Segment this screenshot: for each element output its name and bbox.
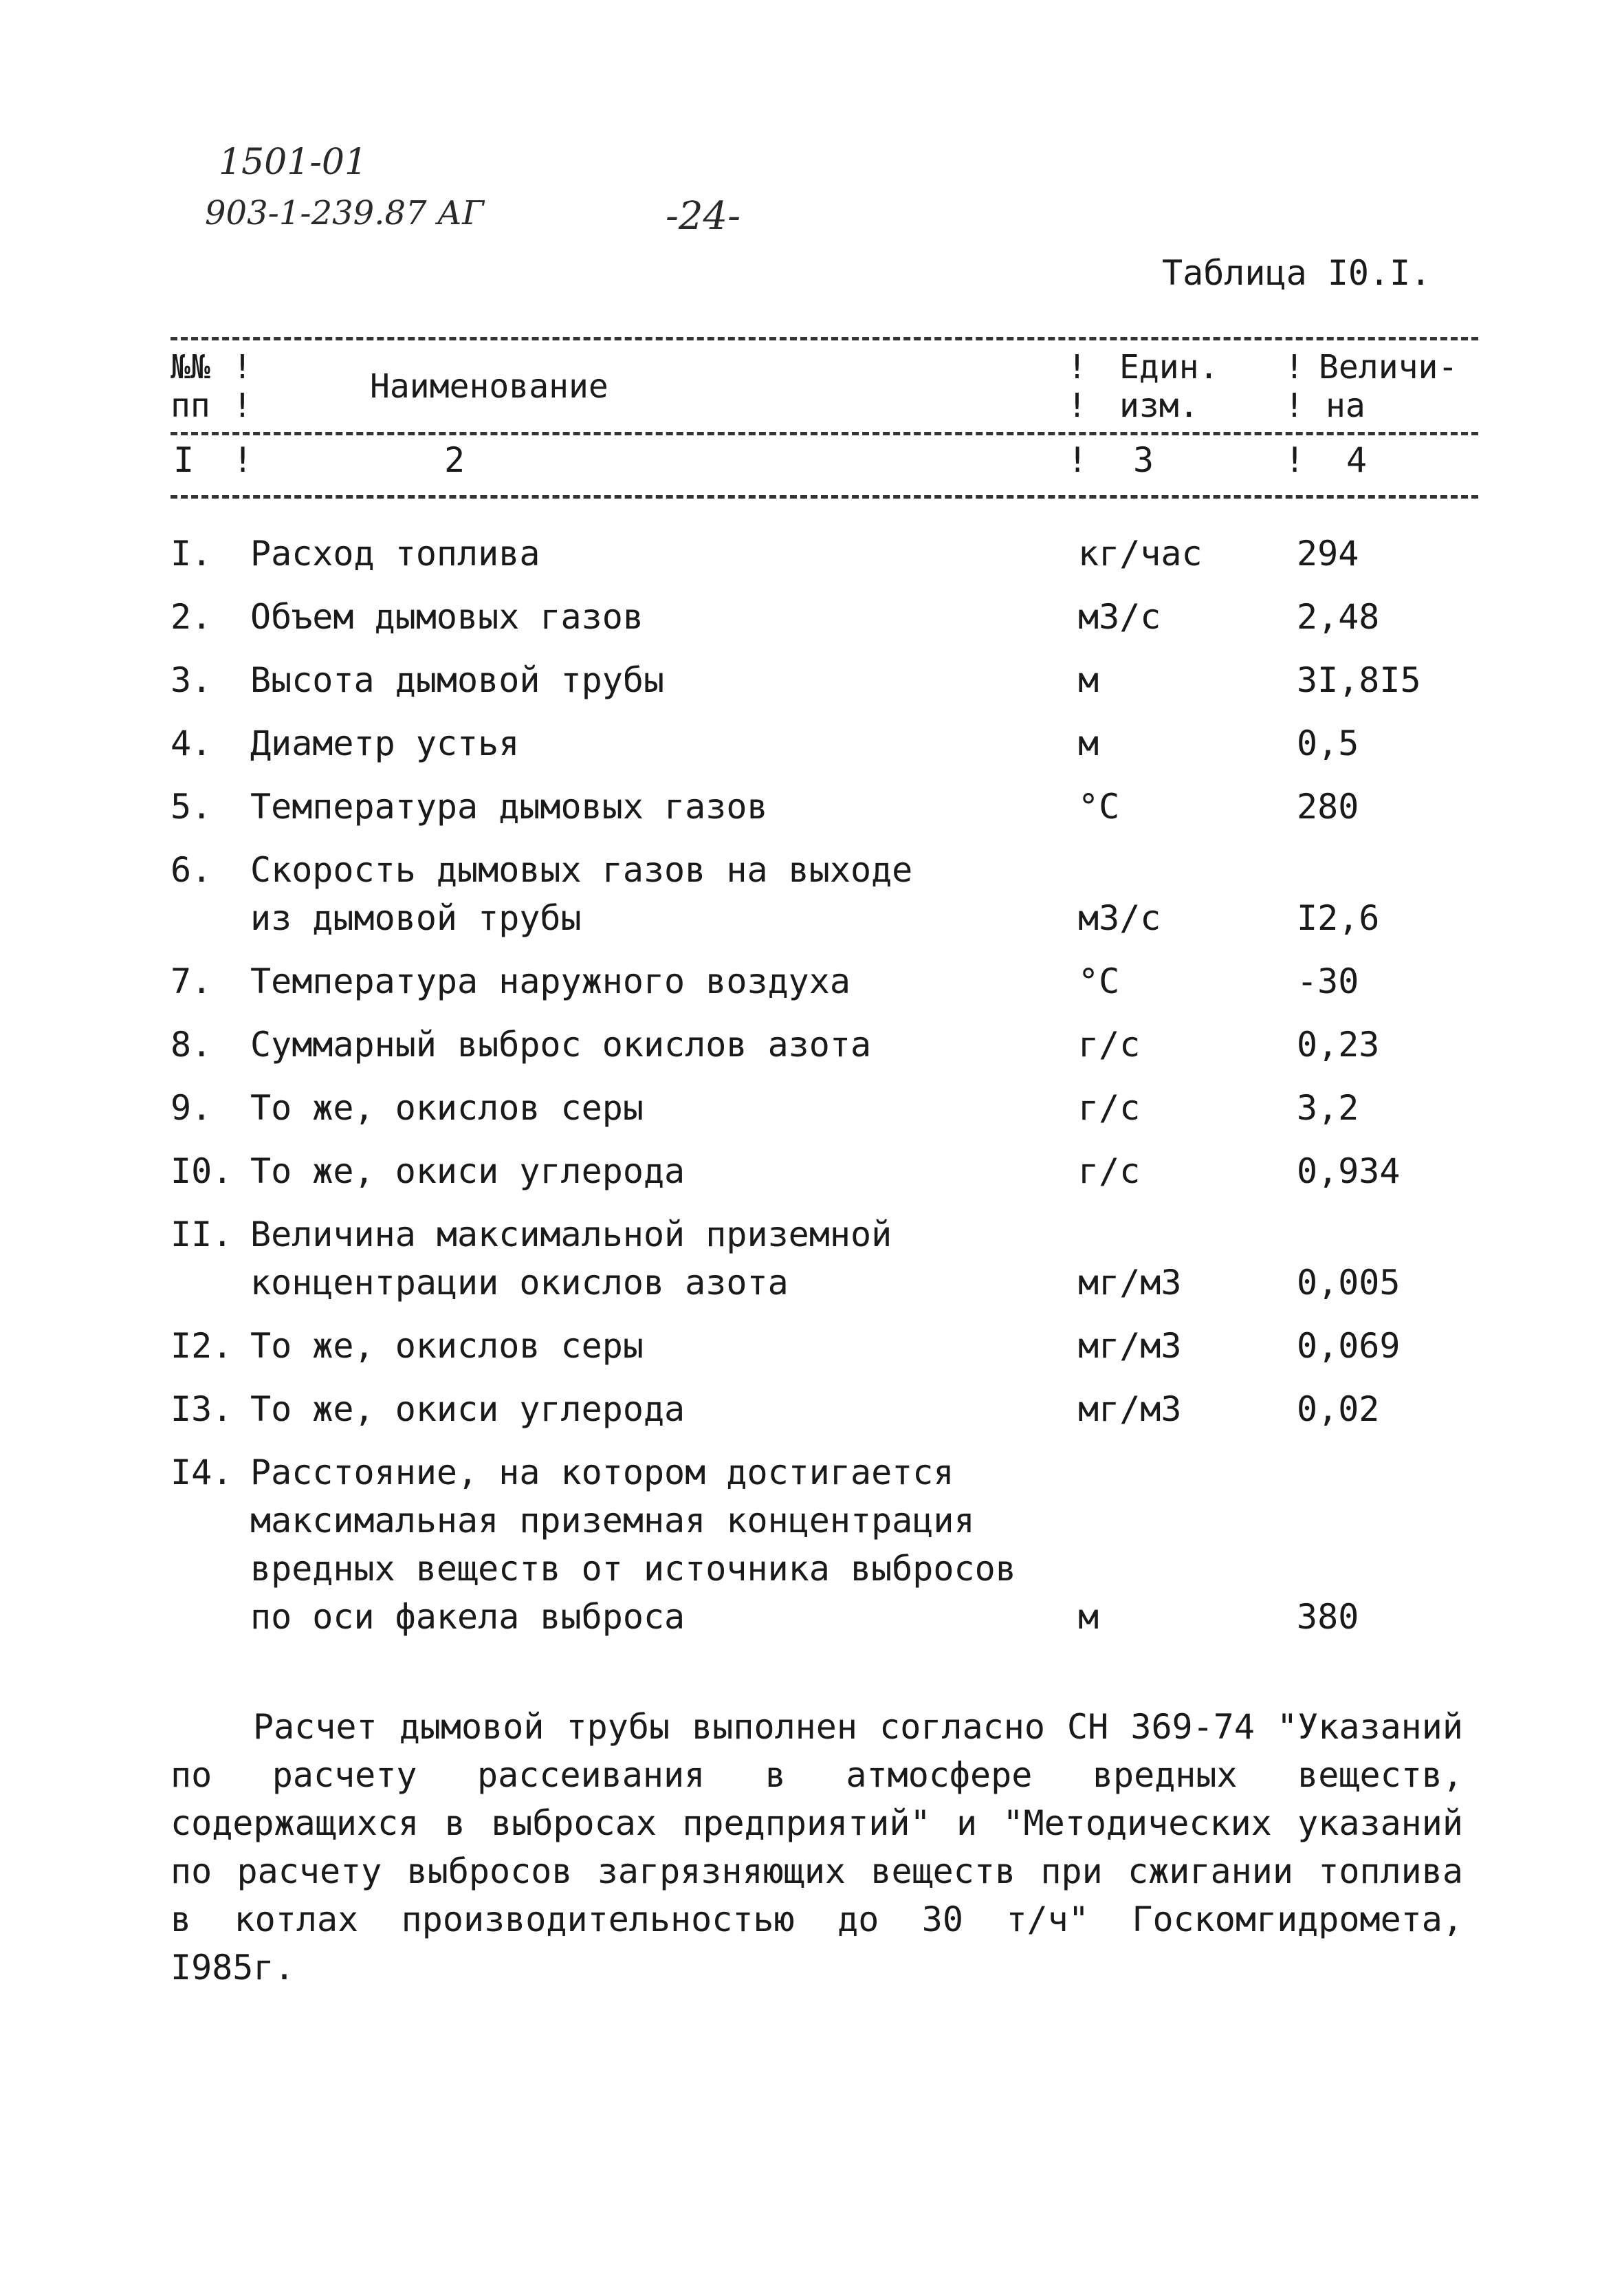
row-name: Диаметр устья (250, 723, 520, 763)
row-name: Температура дымовых газов (250, 787, 768, 827)
row-number: II. (171, 1215, 233, 1254)
row-unit: мг/м3 (1078, 1263, 1182, 1303)
row-unit: м (1078, 1597, 1099, 1637)
row-number: 3. (171, 660, 212, 700)
header-rule (171, 432, 1478, 435)
header-col-unit: Един. изм. (1119, 348, 1219, 425)
table-row (171, 1385, 1478, 1433)
row-number: 7. (171, 961, 212, 1001)
table-row (171, 1021, 1478, 1069)
row-name: Высота дымовой трубы (250, 660, 665, 700)
row-name: То же, окислов серы (250, 1088, 644, 1128)
row-number: I0. (171, 1151, 233, 1191)
row-value: 0,005 (1297, 1263, 1401, 1303)
document-code-line2: 903-1-239.87 АГ (205, 194, 484, 232)
row-unit: м3/с (1078, 898, 1161, 938)
header-col-num: №№ пп (171, 348, 210, 425)
row-value: I2,6 (1297, 898, 1380, 938)
row-unit: г/с (1078, 1088, 1141, 1128)
table-row (171, 719, 1478, 768)
header-separator: ! ! (1067, 348, 1087, 425)
row-number: 6. (171, 850, 212, 890)
col-number-4: 4 (1346, 440, 1368, 480)
row-unit: м (1078, 723, 1099, 763)
row-value: 0,934 (1297, 1151, 1401, 1191)
table-top-rule (171, 337, 1478, 340)
header-col-value: Величи- на (1319, 348, 1458, 425)
table-row (171, 846, 1478, 942)
table-row (171, 530, 1478, 578)
row-number: 5. (171, 787, 212, 827)
row-number: 9. (171, 1088, 212, 1128)
row-unit: м3/с (1078, 597, 1161, 637)
row-value: 3,2 (1297, 1088, 1359, 1128)
row-name: То же, окиси углерода (250, 1389, 685, 1429)
row-name: То же, окислов серы (250, 1326, 644, 1366)
row-number: 4. (171, 723, 212, 763)
row-value: 0,069 (1297, 1326, 1401, 1366)
row-name: Суммарный выброс окислов азота (250, 1025, 872, 1065)
header-separator: ! (1067, 440, 1088, 480)
row-number: I4. (171, 1452, 233, 1492)
row-name: Величина максимальной приземной концентрации окислов азота (250, 1215, 892, 1303)
page-number: -24- (666, 194, 741, 239)
row-unit: г/с (1078, 1025, 1141, 1065)
row-value: 0,5 (1297, 723, 1359, 763)
row-value: 294 (1297, 534, 1359, 574)
row-unit: °С (1078, 961, 1120, 1001)
table-caption: Таблица I0.I. (1162, 253, 1431, 293)
table-row (171, 1084, 1478, 1132)
col-number-3: 3 (1133, 440, 1154, 480)
row-value: 0,02 (1297, 1389, 1380, 1429)
row-name: Расстояние, на котором достигается максимальная приземная концентрация вредных веществ от источника выбросов по оси факела выброса (250, 1452, 1016, 1637)
row-number: I2. (171, 1326, 233, 1366)
row-name: Температура наружного воздуха (250, 961, 851, 1001)
row-value: 3I,8I5 (1297, 660, 1421, 700)
row-number: 2. (171, 597, 212, 637)
table-row (171, 656, 1478, 704)
table-row (171, 1210, 1478, 1307)
table-body (171, 530, 1478, 1656)
document-code-line1: 1501-01 (219, 142, 368, 183)
row-number: 8. (171, 1025, 212, 1065)
header-separator: ! ! (232, 348, 252, 425)
table-row (171, 1448, 1478, 1641)
table-row (171, 783, 1478, 831)
row-unit: кг/час (1078, 534, 1203, 574)
row-unit: г/с (1078, 1151, 1141, 1191)
row-value: 380 (1297, 1597, 1359, 1637)
row-number: I3. (171, 1389, 233, 1429)
row-number: I. (171, 534, 212, 574)
row-unit: мг/м3 (1078, 1326, 1182, 1366)
row-name: Расход топлива (250, 534, 540, 574)
table-row (171, 1322, 1478, 1370)
row-name: Объем дымовых газов (250, 597, 644, 637)
table-row (171, 957, 1478, 1005)
row-unit: м (1078, 660, 1099, 700)
row-unit: °С (1078, 787, 1120, 827)
column-number-rule (171, 495, 1478, 499)
row-value: 280 (1297, 787, 1359, 827)
row-name: Скорость дымовых газов на выходе из дымовой трубы (250, 850, 913, 938)
row-name: То же, окиси углерода (250, 1151, 685, 1191)
col-number-2: 2 (444, 440, 465, 480)
header-separator: ! (1284, 440, 1306, 480)
table-row (171, 1147, 1478, 1195)
row-value: 2,48 (1297, 597, 1380, 637)
row-unit: мг/м3 (1078, 1389, 1182, 1429)
conclusion-paragraph: Расчет дымовой трубы выполнен согласно СН 369-74 "Указаний по расчету рассеивания в атмосфере вредных веществ, содержащихся в выбросах предприятий" и "Методических указаний по расчету выбросов загрязняющих веществ при сжигании топлива в котлах производительностью до 30 т/ч" Госкомгидромета, I985г. (171, 1707, 1463, 1988)
table-row (171, 593, 1478, 641)
header-separator: ! ! (1284, 348, 1304, 425)
row-value: -30 (1297, 961, 1359, 1001)
header-separator: ! (232, 440, 254, 480)
header-col-name: Наименование (370, 367, 608, 406)
col-number-1: I (173, 440, 195, 480)
row-value: 0,23 (1297, 1025, 1380, 1065)
